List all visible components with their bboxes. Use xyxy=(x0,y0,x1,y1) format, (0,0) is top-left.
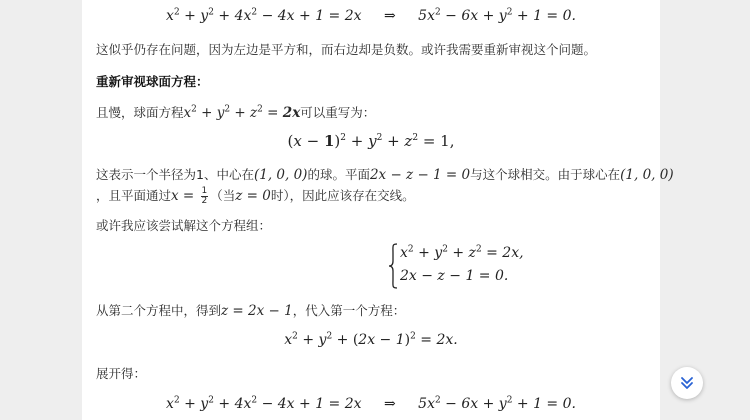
equation-expanded-bottom: $x^2 + y^2 + 4x^2 - 4x + 1 = 2x$ ⇒ $5x^2 - 6x + y^2 + 1 = 0$. xyxy=(166,395,576,412)
paragraph-sphere-plane-intersect: 这表示一个半径为1、中心在(1, 0, 0)的球。平面2x − z − 1 = 0与这个球相交。由于球心在(1, 0, 0) xyxy=(96,167,674,183)
paragraph-substitute: 从第二个方程中，得到z = 2x − 1，代入第一个方程： xyxy=(96,303,406,319)
paragraph-expand: 展开得： xyxy=(96,366,147,381)
fraction-one-half: $\frac{1}{2}$ xyxy=(201,186,208,206)
double-chevron-down-icon xyxy=(679,375,695,391)
paragraph-sphere-plane-intersect-cont: ，且平面通过x = $\frac{1}{2}$ （当z = 0时），因此应该存在交线。 xyxy=(96,186,415,206)
section-heading: 重新审视球面方程： xyxy=(96,74,209,89)
implies-arrow: ⇒ xyxy=(383,396,396,412)
scroll-to-bottom-button[interactable] xyxy=(671,367,703,399)
equation-expanded-top: $x^2 + y^2 + 4x^2 - 4x + 1 = 2x$ ⇒ $5x^2 - 6x + y^2 + 1 = 0$. xyxy=(166,7,576,24)
equation-sphere: $(x - 1)^2 + y^2 + z^2 = 1$, xyxy=(287,132,455,150)
paragraph-sphere-rewrite: 且慢，球面方程$x^2 + y^2 + z^2 = 2x$可以重写为： xyxy=(96,104,376,121)
system-line-2: 2x − z − 1 = 0. xyxy=(400,268,509,284)
paragraph-problem-note: 这似乎仍存在问题，因为左边是平方和，而右边却是负数。或许我需要重新审视这个问题。 xyxy=(96,42,597,57)
document-page xyxy=(82,0,674,420)
left-brace-icon xyxy=(388,243,398,289)
equation-substitution: $x^2 + y^2 + (2x - 1)^2 = 2x$. xyxy=(284,331,458,348)
system-line-1: $x^2 + y^2 + z^2 = 2x$, xyxy=(400,244,524,261)
implies-arrow: ⇒ xyxy=(383,8,396,24)
paragraph-try-system: 或许我应该尝试解这个方程组： xyxy=(96,218,272,233)
